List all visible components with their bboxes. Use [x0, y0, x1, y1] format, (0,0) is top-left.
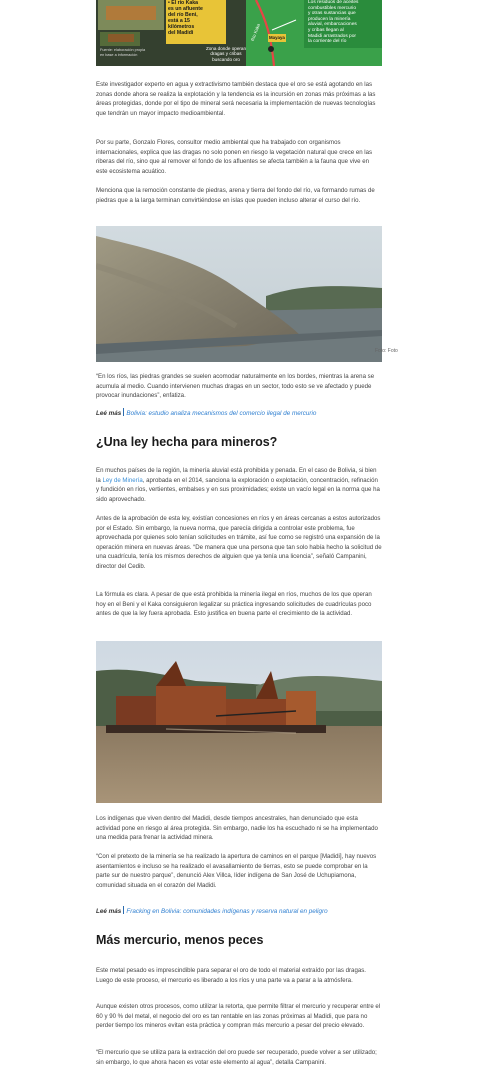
callout-left-line: está a 15 [168, 18, 190, 24]
paragraph-8 [96, 814, 382, 843]
map-label-mayaya: Mayaya [269, 35, 285, 40]
paragraph-10 [96, 966, 382, 985]
paragraph-text: “Con el pretexto de la minería se ha realizado la apertura de caminos en el parque [Madidi], hay nuevos asentamientos e incluso se ha realizado el avasallamiento de tierras, esto se puede comprobar en la parte sur de nuestro parque”, denunció Alex Villca, líder indígena de San José de Uchupiamona, comunidad situada en el corazón del Madidi. [96, 853, 377, 889]
callout-right-line: aluvial, embarcaciones [308, 22, 357, 28]
callout-left-line: del río Beni, [168, 12, 198, 18]
read-more-2 [96, 906, 382, 916]
map-label-river: Río Kaka [250, 23, 261, 42]
callout-right-line: y otras sustancias que [308, 11, 356, 17]
callout-left [168, 0, 224, 36]
callout-right-line: y cribas llegan al [308, 27, 344, 33]
photo-dredge [96, 641, 382, 803]
dredge-image [96, 641, 382, 803]
callout-bottom [196, 46, 256, 62]
callout-left-line: es un afluente [168, 6, 203, 12]
read-more-line [96, 906, 382, 916]
paragraph-part: , aprobada en el 2014, sanciona la exploración o explotación, concentración, refinación y fundición en ríos, vertientes, embalses y en sus proximidades; existe un vacío legal en la norma que ha sido aprovechado. [96, 476, 380, 503]
section-heading-1 [96, 434, 382, 450]
infographic [96, 0, 382, 66]
paragraph-5 [96, 466, 382, 504]
paragraph-text: Por su parte, Gonzalo Flores, consultor medio ambiental que ha trabajado con organismos internacionales, explica que las dragas no solo ponen en riesgo la vegetación natural que crece en las riberas del río, sino que al remover el fondo de los afluentes se afecta también a la fauna que vive en este ecosistema acuático. [96, 139, 373, 175]
read-more-bar [123, 408, 124, 416]
paragraph-text: Este metal pesado es imprescindible para separar el oro de todo el material extraído por las dragas. Luego de este proceso, el mercurio es liberado a los ríos y una parte va a parar a la atmósfera. [96, 967, 366, 984]
paragraph-text: Este investigador experto en agua y extractivismo también destaca que el oro se está agotando en las zonas donde ahora se realiza la explotación y la tendencia es la incursión en zonas más próximas a las áreas protegidas, donde por el tipo de mineral será necesaria la implementación de nuevas tecnologías que tendrán un mayor impacto medioambiental. [96, 81, 376, 117]
quote-paragraph [96, 372, 382, 401]
read-more-link[interactable]: Bolivia: estudio analiza mecanismos del comercio ilegal de mercurio [126, 410, 317, 417]
callout-right-line: la corriente del río [308, 39, 347, 45]
paragraph-1 [96, 80, 382, 118]
paragraph-7 [96, 590, 382, 619]
callout-left-line: • El río Kaka [168, 0, 199, 6]
source-line: en base a información [100, 52, 138, 57]
photo-credit: Foto: Foto [375, 348, 398, 354]
paragraph-part: En muchos países de la región, la minería aluvial está prohibida y penada. En el caso de Bolivia, si bien la [96, 467, 377, 484]
section-title: ¿Una ley hecha para mineros? [96, 435, 278, 449]
read-more-label: Leé más [96, 410, 122, 417]
paragraph-2 [96, 138, 382, 176]
callout-left-line: kilómetros [168, 24, 195, 30]
read-more-label: Leé más [96, 908, 122, 915]
paragraph-12 [96, 1048, 382, 1067]
callout-right-line: producen la minería [308, 16, 351, 22]
photo-riverbank [96, 226, 382, 362]
paragraph-3 [96, 186, 382, 205]
ley-mineria-link[interactable]: Ley de Minería [102, 476, 143, 484]
infographic-source [100, 48, 145, 57]
paragraph-6 [96, 514, 382, 572]
paragraph-text: “El mercurio que se utiliza para la extracción del oro puede ser recuperado, puede volver a ser utilizado; sin embargo, lo que ahora hacen es votar este elemento al agua”, detalla Campanini. [96, 1049, 377, 1066]
read-more-bar [123, 906, 124, 914]
read-more-1 [96, 408, 382, 418]
section-title: Más mercurio, menos peces [96, 933, 264, 947]
section-heading-2 [96, 932, 382, 948]
source-line: Fuente: elaboración propia [100, 48, 146, 52]
callout-bottom-line: Zona donde operan [205, 46, 247, 51]
callout-bottom-line: buscando oro [212, 56, 240, 62]
paragraph-text: Antes de la aprobación de esta ley, existían concesiones en ríos y en áreas cercanas a estos autorizados por el Estado. Sin embargo, la nueva norma, que parecía dirigida a controlar este problema, fue aprovechada por quienes solo tenían solicitudes en trámite, así fue como se registró una expansión de la operación minera en nuevas áreas. “De manera que una persona que tan solo había hecho la solicitud de una cuadrícula, tenía los mismos derechos de alguien que ya tenía una licencia”, señaló Campanini, director del Cedib. [96, 515, 382, 570]
callout-right [308, 0, 380, 45]
paragraph-text: Los indígenas que viven dentro del Madidi, desde tiempos ancestrales, han denunciado que esta actividad pone en riesgo al área protegida. Sin embargo, nadie los ha escuchado ni se ha implementado una medida para frenar la actividad minera. [96, 815, 378, 842]
read-more-line [96, 408, 382, 418]
paragraph-text: Menciona que la remoción constante de piedras, arena y tierra del fondo del río, va formando rumas de piedras que a la larga terminan convirtiéndose en islas que pueden incluso alterar el curso del río. [96, 187, 375, 204]
callout-right-line: Madidi arrastrados por [308, 33, 356, 39]
callout-left-line: del Madidi [168, 30, 194, 36]
paragraph-text: “En los ríos, las piedras grandes se suelen acomodar naturalmente en los bordes, mientras la arena se acumula al medio. Cuando intervienen muchas dragas en un sector, todo esto se ve afectado y puede provocar inundaciones”, enfatiza. [96, 373, 375, 400]
paragraph-text: La fórmula es clara. A pesar de que está prohibida la minería ilegal en ríos, muchos de los que operan hoy en el Beni y el Kaka consiguieron legalizar su práctica ingresando solicitudes de cuadrículas poco antes de que la ley fuera aprobada. Esto justifica en buena parte el crecimiento de la actividad. [96, 591, 372, 618]
callout-bottom-line: dragas y cribas [210, 51, 242, 57]
riverbank-image [96, 226, 382, 362]
paragraph-text [96, 466, 382, 504]
callout-right-line: Los residuos de aceites [308, 0, 359, 5]
paragraph-9 [96, 852, 382, 890]
callout-right-line: combustibles mercurio [308, 5, 356, 11]
read-more-link[interactable]: Fracking en Bolivia: comunidades indígenas y reserva natural en peligro [126, 908, 328, 915]
paragraph-11 [96, 1002, 382, 1031]
paragraph-text: Aunque existen otros procesos, como utilizar la retorta, que permite filtrar el mercurio y recuperar entre el 60 y 90 % del metal, el negocio del oro es tan rentable en las zonas próximas al Madidi, que para no perder tiempo los mineros evitan esta práctica y compran más mercurio a pesar del precio elevado. [96, 1003, 381, 1030]
